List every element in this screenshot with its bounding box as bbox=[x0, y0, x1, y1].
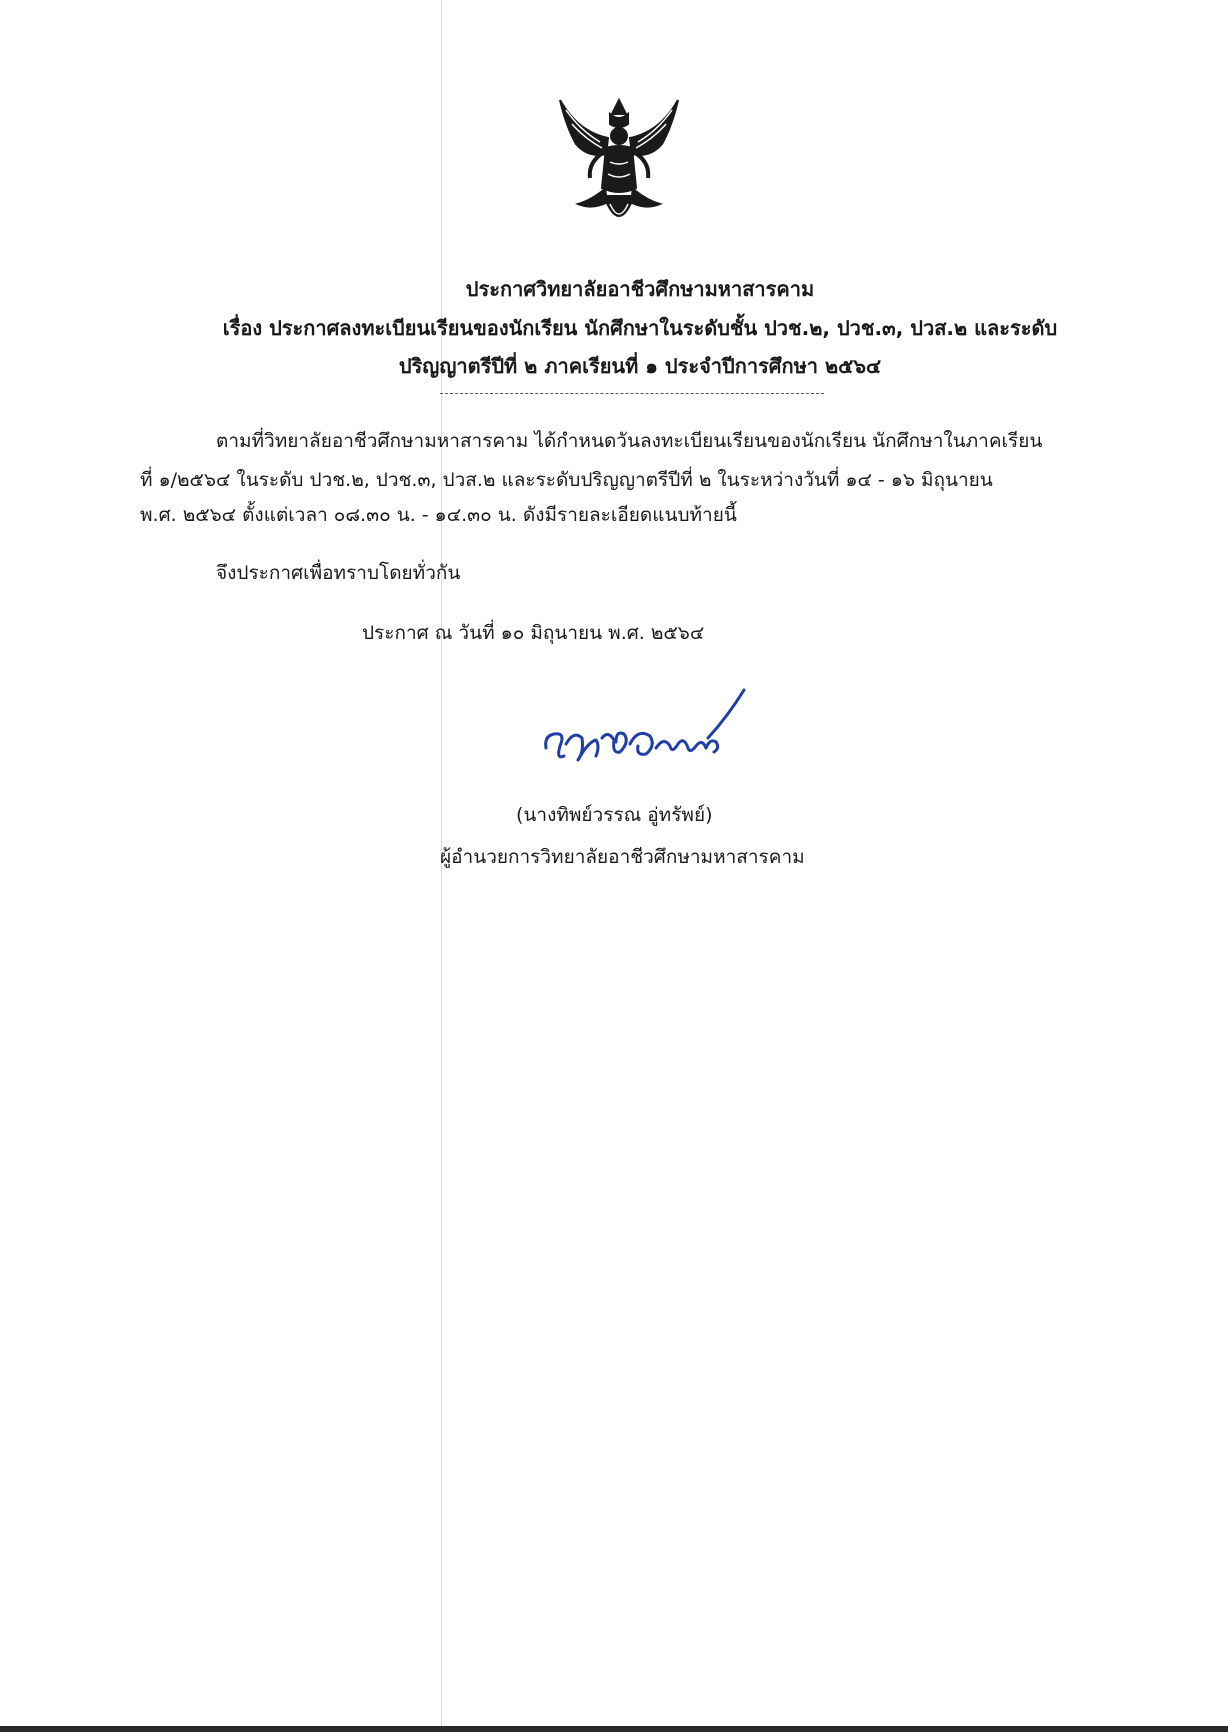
garuda-emblem-icon bbox=[548, 92, 690, 236]
paragraph-2: จึงประกาศเพื่อทราบโดยทั่วกัน bbox=[216, 562, 461, 584]
announcement-title: ประกาศวิทยาลัยอาชีวศึกษามหาสารคาม bbox=[465, 277, 815, 301]
announcement-subject: เรื่อง ประกาศลงทะเบียนเรียนของนักเรียน นักศึกษาในระดับชั้น ปวช.๒, ปวช.๓, ปวส.๒ และระดับ bbox=[222, 316, 1058, 340]
handwritten-signature bbox=[538, 686, 758, 786]
paragraph-1-line-2: ที่ ๑/๒๕๖๔ ในระดับ ปวช.๒, ปวช.๓, ปวส.๒ และระดับปริญญาตรีปีที่ ๒ ในระหว่างวันที่ ๑๔ - ๑๖ มิถุนายน bbox=[140, 469, 993, 491]
scan-bottom-edge bbox=[0, 1726, 1228, 1732]
heading-divider bbox=[440, 393, 824, 394]
paragraph-1-line-3: พ.ศ. ๒๕๖๔ ตั้งแต่เวลา ๐๘.๓๐ น. - ๑๔.๓๐ น. ดังมีรายละเอียดแนบท้ายนี้ bbox=[140, 504, 737, 526]
paragraph-1-line-1: ตามที่วิทยาลัยอาชีวศึกษามหาสารคาม ได้กำหนดวันลงทะเบียนเรียนของนักเรียน นักศึกษาในภาคเรียน bbox=[216, 430, 1043, 452]
announcement-date: ประกาศ ณ วันที่ ๑๐ มิถุนายน พ.ศ. ๒๕๖๔ bbox=[362, 622, 705, 644]
signatory-position: ผู้อำนวยการวิทยาลัยอาชีวศึกษามหาสารคาม bbox=[440, 846, 805, 868]
signatory-name: (นางทิพย์วรรณ อู่ทรัพย์) bbox=[516, 804, 713, 826]
announcement-subject-continued: ปริญญาตรีปีที่ ๒ ภาคเรียนที่ ๑ ประจำปีการศึกษา ๒๕๖๔ bbox=[398, 354, 882, 378]
